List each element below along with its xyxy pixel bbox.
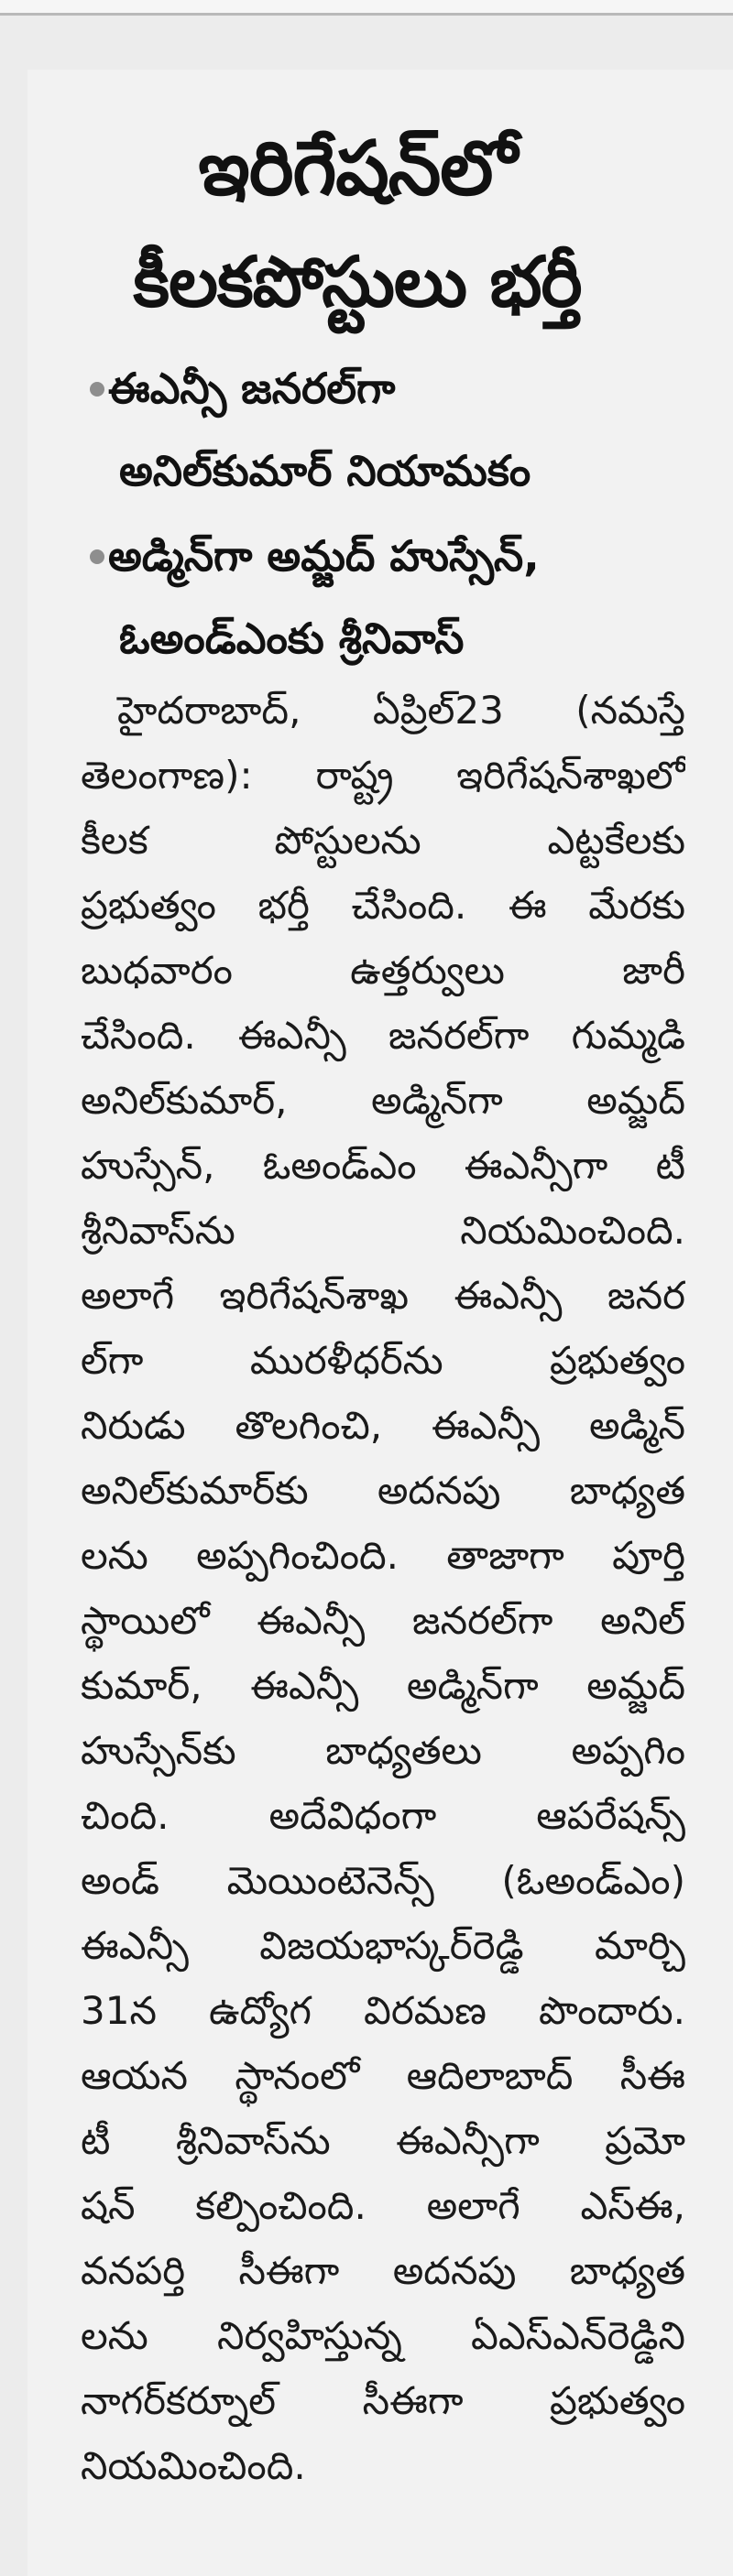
article-body-line: ఈఎన్సీ విజయభాస్కర్‌రెడ్డి మార్చి	[81, 1923, 685, 1968]
article-body-line: హైదరాబాద్, ఏప్రిల్23 (నమస్తే	[117, 688, 685, 733]
subheading-bullet-1	[108, 348, 695, 429]
article-body-line: అనిల్‌కుమార్, అడ్మిన్‌గా అమ్జద్	[81, 1078, 685, 1123]
bullet-dot-icon	[90, 549, 104, 564]
article-body	[0, 673, 733, 2576]
article-body-line: టీ శ్రీనివాస్‌ను ఈఎన్సీగా ప్రమో	[81, 2118, 685, 2163]
article-body-line: ప్రభుత్వం భర్తీ చేసింది. ఈ మేరకు	[81, 883, 685, 928]
article-body-line: లను అప్పగించింది. తాజాగా పూర్తి	[81, 1533, 685, 1578]
article-body-line: అండ్ మెయింటెనెన్స్ (ఓఅండ్ఎం)	[81, 1858, 685, 1903]
article-body-line: షన్ కల్పించింది. అలాగే ఎస్ఈ,	[81, 2183, 685, 2228]
article-body-line: హుస్సేన్‌కు బాధ్యతలు అప్పగిం	[81, 1728, 685, 1773]
article-body-line: హుస్సేన్, ఓఅండ్ఎం ఈఎన్సీగా టీ	[81, 1143, 685, 1188]
top-border	[0, 0, 733, 16]
subheading-1-line-1: ఈఎన్సీ జనరల్‌గా	[108, 364, 396, 413]
subheading-2-line-1: అడ్మిన్‌గా అమ్జద్ హుస్సేన్,	[108, 531, 540, 581]
article-body-line: చింది. అదేవిధంగా ఆపరేషన్స్	[81, 1793, 685, 1838]
article-body-line: కీలక పోస్టులను ఎట్టకేలకు	[81, 818, 685, 863]
article-body-line: వనపర్తి సీఈగా అదనపు బాధ్యత	[81, 2248, 685, 2293]
article-body-line: 31న ఉద్యోగ విరమణ పొందారు.	[81, 1988, 685, 2033]
article-body-line: నియమించింది.	[81, 2443, 306, 2488]
article-body-line: అనిల్‌కుమార్‌కు అదనపు బాధ్యత	[81, 1468, 685, 1513]
headline-line-1: ఇరిగేషన్‌లో	[198, 125, 517, 212]
article-body-line: కుమార్, ఈఎన్సీ అడ్మిన్‌గా అమ్జద్	[81, 1663, 685, 1708]
article-body-line: లను నిర్వహిస్తున్న ఏఎస్ఎన్‌రెడ్డిని	[81, 2313, 685, 2358]
article-body-line: బుధవారం ఉత్తర్వులు జారీ	[81, 948, 685, 993]
article-body-line: తెలంగాణ): రాష్ట్ర ఇరిగేషన్‌శాఖలో	[81, 753, 685, 798]
article-body-line: ఆయన స్థానంలో ఆదిలాబాద్ సీఈ	[81, 2053, 685, 2098]
article-body-line: శ్రీనివాస్‌ను నియమించింది.	[81, 1208, 685, 1253]
subheading-bullet-2	[108, 516, 695, 596]
subheading-bullet-1-cont	[119, 430, 706, 511]
article-body-line: స్థాయిలో ఈఎన్సీ జనరల్‌గా అనిల్	[81, 1598, 685, 1643]
headline-line-2: కీలకపోస్టులు భర్తీ	[133, 241, 582, 322]
subheading-2-line-2: ఓఅండ్ఎంకు శ్రీనివాస్	[119, 614, 465, 663]
bullet-dot-icon	[90, 382, 104, 397]
article-body-line: చేసింది. ఈఎన్సీ జనరల్‌గా గుమ్మడి	[81, 1013, 685, 1058]
article-body-line: అలాగే ఇరిగేషన్‌శాఖ ఈఎన్సీ జనర	[81, 1273, 685, 1318]
article-body-line: నిరుడు తొలగించి, ఈఎన్సీ అడ్మిన్	[81, 1403, 685, 1448]
article-body-line: నాగర్‌కర్నూల్ సీఈగా ప్రభుత్వం	[81, 2378, 685, 2423]
subheading-1-line-2: అనిల్‌కుమార్ నియామకం	[119, 446, 531, 495]
subheading-bullet-2-cont	[119, 598, 706, 679]
article-body-line: ల్‌గా మురళీధర్‌ను ప్రభుత్వం	[81, 1338, 685, 1383]
